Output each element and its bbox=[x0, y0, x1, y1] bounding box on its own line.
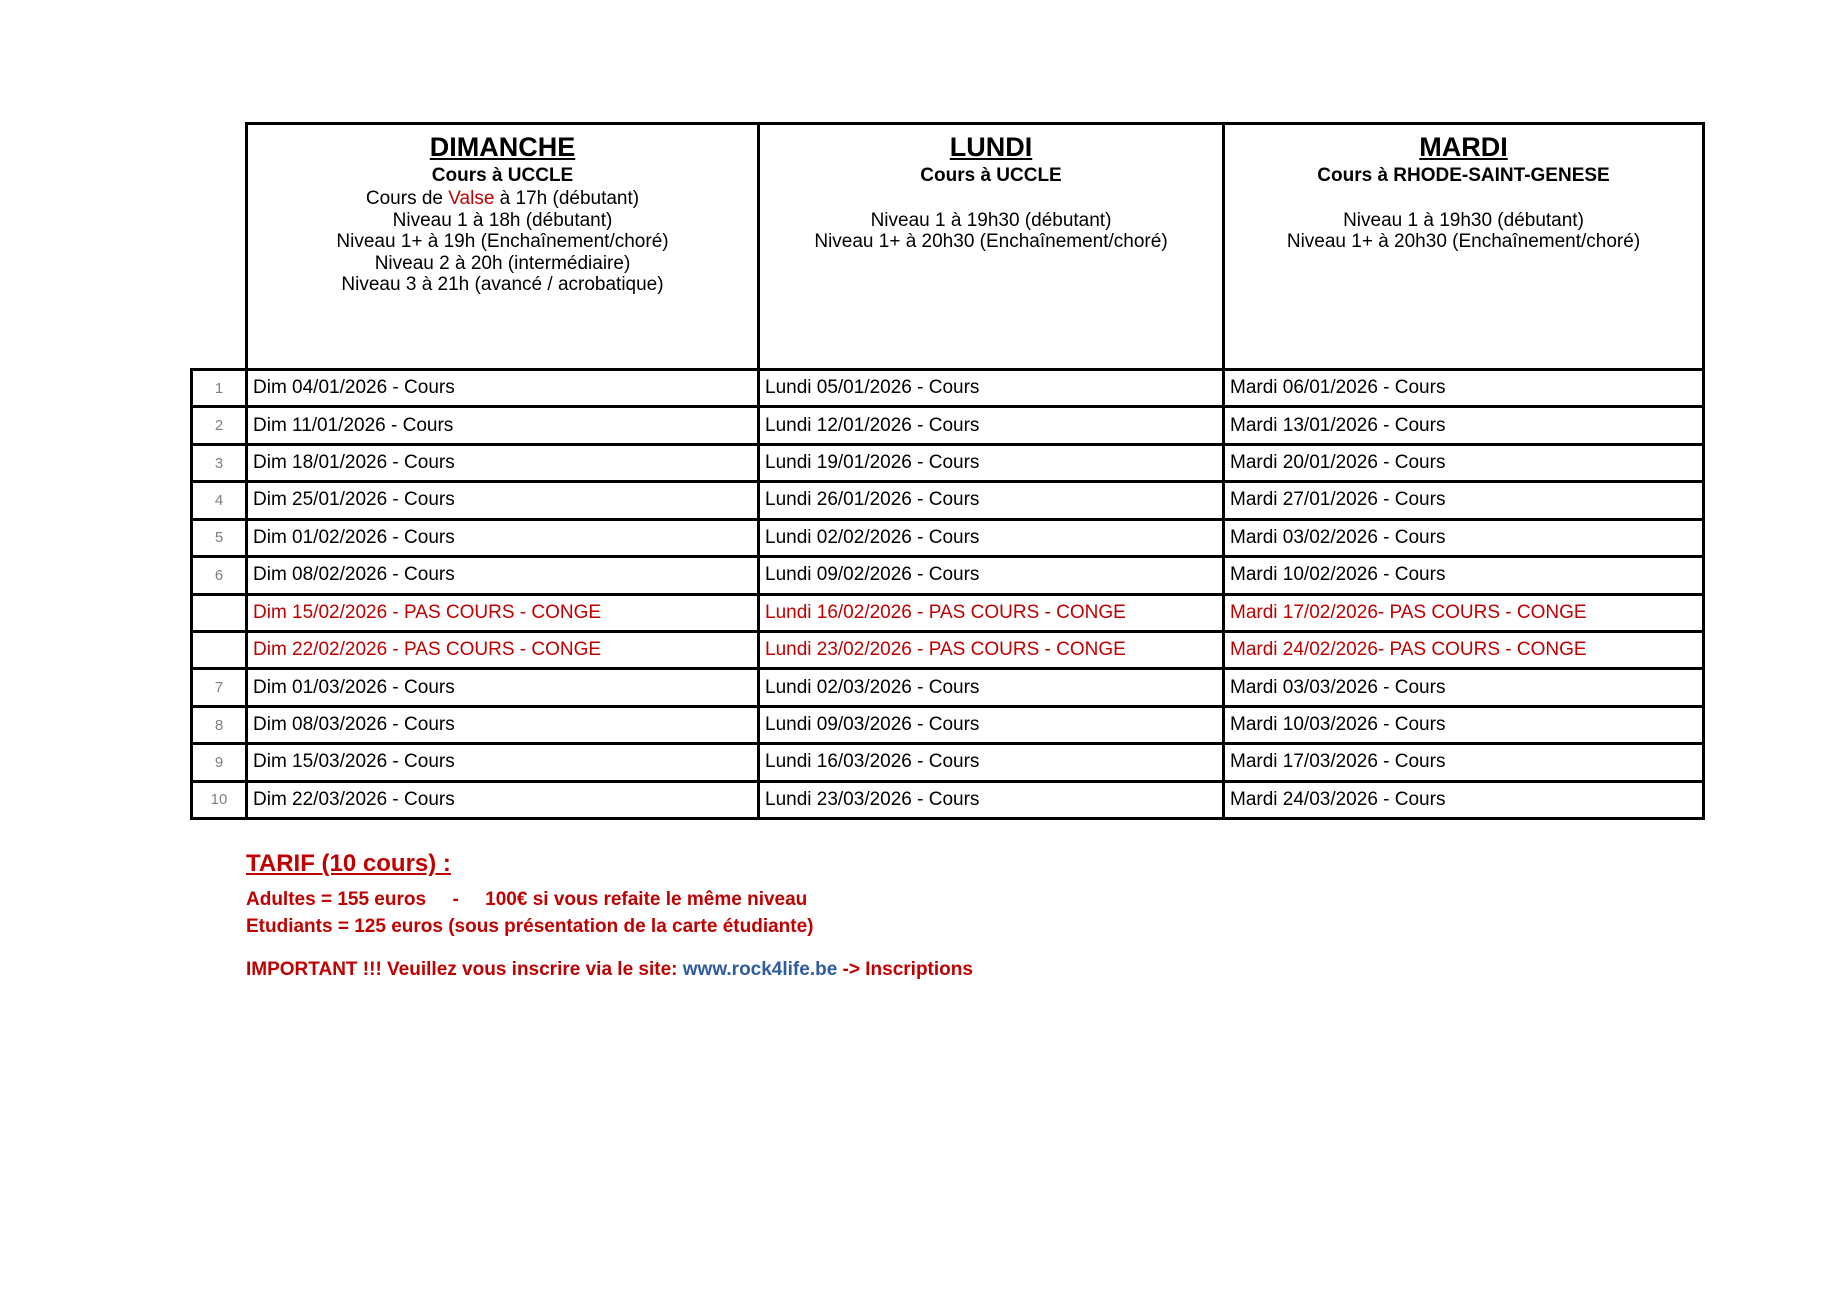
row-number: 6 bbox=[193, 558, 248, 592]
level-line: Niveau 3 à 21h (avancé / acrobatique) bbox=[341, 274, 664, 295]
row-number: 10 bbox=[193, 783, 248, 817]
day-location-dimanche: Cours à UCCLE bbox=[431, 165, 574, 186]
row-number: 5 bbox=[193, 521, 248, 555]
schedule-cell: Dim 01/02/2026 - Cours bbox=[248, 521, 760, 555]
valse-line-suffix: à 17h (débutant) bbox=[494, 188, 640, 209]
level-line: Niveau 1 à 19h30 (débutant) bbox=[870, 209, 1112, 231]
table-row bbox=[193, 558, 1702, 595]
level-line: Niveau 1 à 18h (débutant) bbox=[392, 209, 613, 231]
table-row bbox=[193, 521, 1702, 558]
row-number: 4 bbox=[193, 483, 248, 517]
important-text-prefix: IMPORTANT !!! Veuillez vous inscrire via le site: bbox=[246, 959, 683, 980]
schedule-cell: Lundi 12/01/2026 - Cours bbox=[760, 408, 1225, 442]
row-number: 8 bbox=[193, 708, 248, 742]
site-link[interactable]: www.rock4life.be bbox=[682, 959, 838, 980]
schedule-cell: Mardi 06/01/2026 - Cours bbox=[1230, 377, 1446, 399]
table-row bbox=[193, 371, 1702, 408]
schedule-body bbox=[190, 368, 1705, 820]
schedule-cell: Dim 22/03/2026 - Cours bbox=[248, 783, 760, 817]
schedule-cell: Mardi 24/03/2026 - Cours bbox=[1230, 788, 1446, 810]
level-line: Niveau 1+ à 19h (Enchaînement/choré) bbox=[336, 231, 669, 252]
schedule-cell: Lundi 09/03/2026 - Cours bbox=[760, 708, 1225, 742]
day-location-mardi: Cours à RHODE-SAINT-GENESE bbox=[1317, 165, 1610, 186]
schedule-cell: Dim 08/03/2026 - Cours bbox=[248, 708, 760, 742]
day-title-lundi: LUNDI bbox=[949, 132, 1033, 162]
header-spacer bbox=[760, 188, 1222, 210]
table-row bbox=[193, 783, 1702, 817]
header-column-mardi bbox=[1225, 125, 1702, 368]
schedule-cell: Mardi 24/02/2026- PAS COURS - CONGE bbox=[1230, 639, 1587, 661]
table-row bbox=[193, 708, 1702, 745]
level-line: Niveau 1 à 19h30 (débutant) bbox=[1343, 209, 1584, 231]
schedule-cell: Lundi 02/02/2026 - Cours bbox=[760, 521, 1225, 555]
schedule-cell: Mardi 13/01/2026 - Cours bbox=[1230, 414, 1446, 436]
schedule-cell: Dim 22/02/2026 - PAS COURS - CONGE bbox=[248, 633, 760, 667]
tarif-title: TARIF (10 cours) : bbox=[246, 850, 451, 877]
valse-line bbox=[248, 188, 757, 210]
row-number: 1 bbox=[193, 371, 248, 405]
day-title-mardi: MARDI bbox=[1419, 132, 1508, 162]
row-number: 7 bbox=[193, 670, 248, 704]
schedule-cell: Lundi 16/03/2026 - Cours bbox=[760, 745, 1225, 779]
schedule-table bbox=[190, 122, 1705, 820]
schedule-cell: Lundi 19/01/2026 - Cours bbox=[760, 446, 1225, 480]
valse-line-prefix: Cours de bbox=[365, 188, 449, 209]
schedule-cell: Lundi 23/02/2026 - PAS COURS - CONGE bbox=[760, 633, 1225, 667]
schedule-cell: Lundi 02/03/2026 - Cours bbox=[760, 670, 1225, 704]
schedule-cell: Lundi 23/03/2026 - Cours bbox=[760, 783, 1225, 817]
schedule-cell: Mardi 17/02/2026- PAS COURS - CONGE bbox=[1230, 601, 1587, 623]
row-number: 9 bbox=[193, 745, 248, 779]
table-row bbox=[193, 483, 1702, 520]
schedule-cell: Lundi 26/01/2026 - Cours bbox=[760, 483, 1225, 517]
valse-word: Valse bbox=[448, 188, 495, 209]
schedule-cell: Lundi 05/01/2026 - Cours bbox=[760, 371, 1225, 405]
table-row bbox=[193, 633, 1702, 670]
schedule-cell: Dim 08/02/2026 - Cours bbox=[248, 558, 760, 592]
row-number: 2 bbox=[193, 408, 248, 442]
important-text-suffix: -> Inscriptions bbox=[837, 959, 973, 980]
header-column-lundi bbox=[760, 125, 1225, 368]
schedule-cell: Mardi 27/01/2026 - Cours bbox=[1230, 489, 1446, 511]
table-row bbox=[193, 446, 1702, 483]
tarif-line-adultes: Adultes = 155 euros - 100€ si vous refaite le même niveau bbox=[246, 889, 808, 910]
table-row bbox=[193, 745, 1702, 782]
schedule-cell: Lundi 09/02/2026 - Cours bbox=[760, 558, 1225, 592]
table-row bbox=[193, 596, 1702, 633]
level-line: Niveau 1+ à 20h30 (Enchaînement/choré) bbox=[1286, 231, 1641, 252]
level-line: Niveau 1+ à 20h30 (Enchaînement/choré) bbox=[814, 231, 1168, 252]
schedule-cell: Dim 15/02/2026 - PAS COURS - CONGE bbox=[248, 596, 760, 630]
row-number: 3 bbox=[193, 446, 248, 480]
schedule-header bbox=[245, 122, 1705, 368]
schedule-cell: Dim 25/01/2026 - Cours bbox=[248, 483, 760, 517]
schedule-cell: Mardi 03/03/2026 - Cours bbox=[1230, 676, 1446, 698]
row-number bbox=[193, 633, 248, 667]
schedule-cell: Mardi 20/01/2026 - Cours bbox=[1230, 452, 1446, 474]
schedule-cell: Dim 18/01/2026 - Cours bbox=[248, 446, 760, 480]
schedule-cell: Dim 01/03/2026 - Cours bbox=[248, 670, 760, 704]
day-location-lundi: Cours à UCCLE bbox=[920, 165, 1062, 186]
schedule-cell: Mardi 10/03/2026 - Cours bbox=[1230, 714, 1446, 735]
schedule-cell: Mardi 03/02/2026 - Cours bbox=[1230, 526, 1446, 548]
tarif-line-etudiants: Etudiants = 125 euros (sous présentation de la carte étudiante) bbox=[246, 915, 814, 937]
table-row bbox=[193, 670, 1702, 707]
schedule-cell: Dim 15/03/2026 - Cours bbox=[248, 745, 760, 779]
tarif-section bbox=[246, 850, 814, 940]
day-title-dimanche: DIMANCHE bbox=[429, 132, 576, 162]
level-line: Niveau 2 à 20h (intermédiaire) bbox=[374, 252, 631, 274]
schedule-cell: Lundi 16/02/2026 - PAS COURS - CONGE bbox=[760, 596, 1225, 630]
header-spacer bbox=[1225, 188, 1702, 210]
schedule-cell: Mardi 10/02/2026 - Cours bbox=[1230, 564, 1446, 586]
table-row bbox=[193, 408, 1702, 445]
row-number bbox=[193, 596, 248, 630]
schedule-cell: Dim 11/01/2026 - Cours bbox=[248, 408, 760, 442]
header-column-dimanche bbox=[248, 125, 760, 368]
schedule-cell: Dim 04/01/2026 - Cours bbox=[248, 371, 760, 405]
schedule-cell: Mardi 17/03/2026 - Cours bbox=[1230, 751, 1446, 773]
important-line bbox=[246, 959, 973, 981]
